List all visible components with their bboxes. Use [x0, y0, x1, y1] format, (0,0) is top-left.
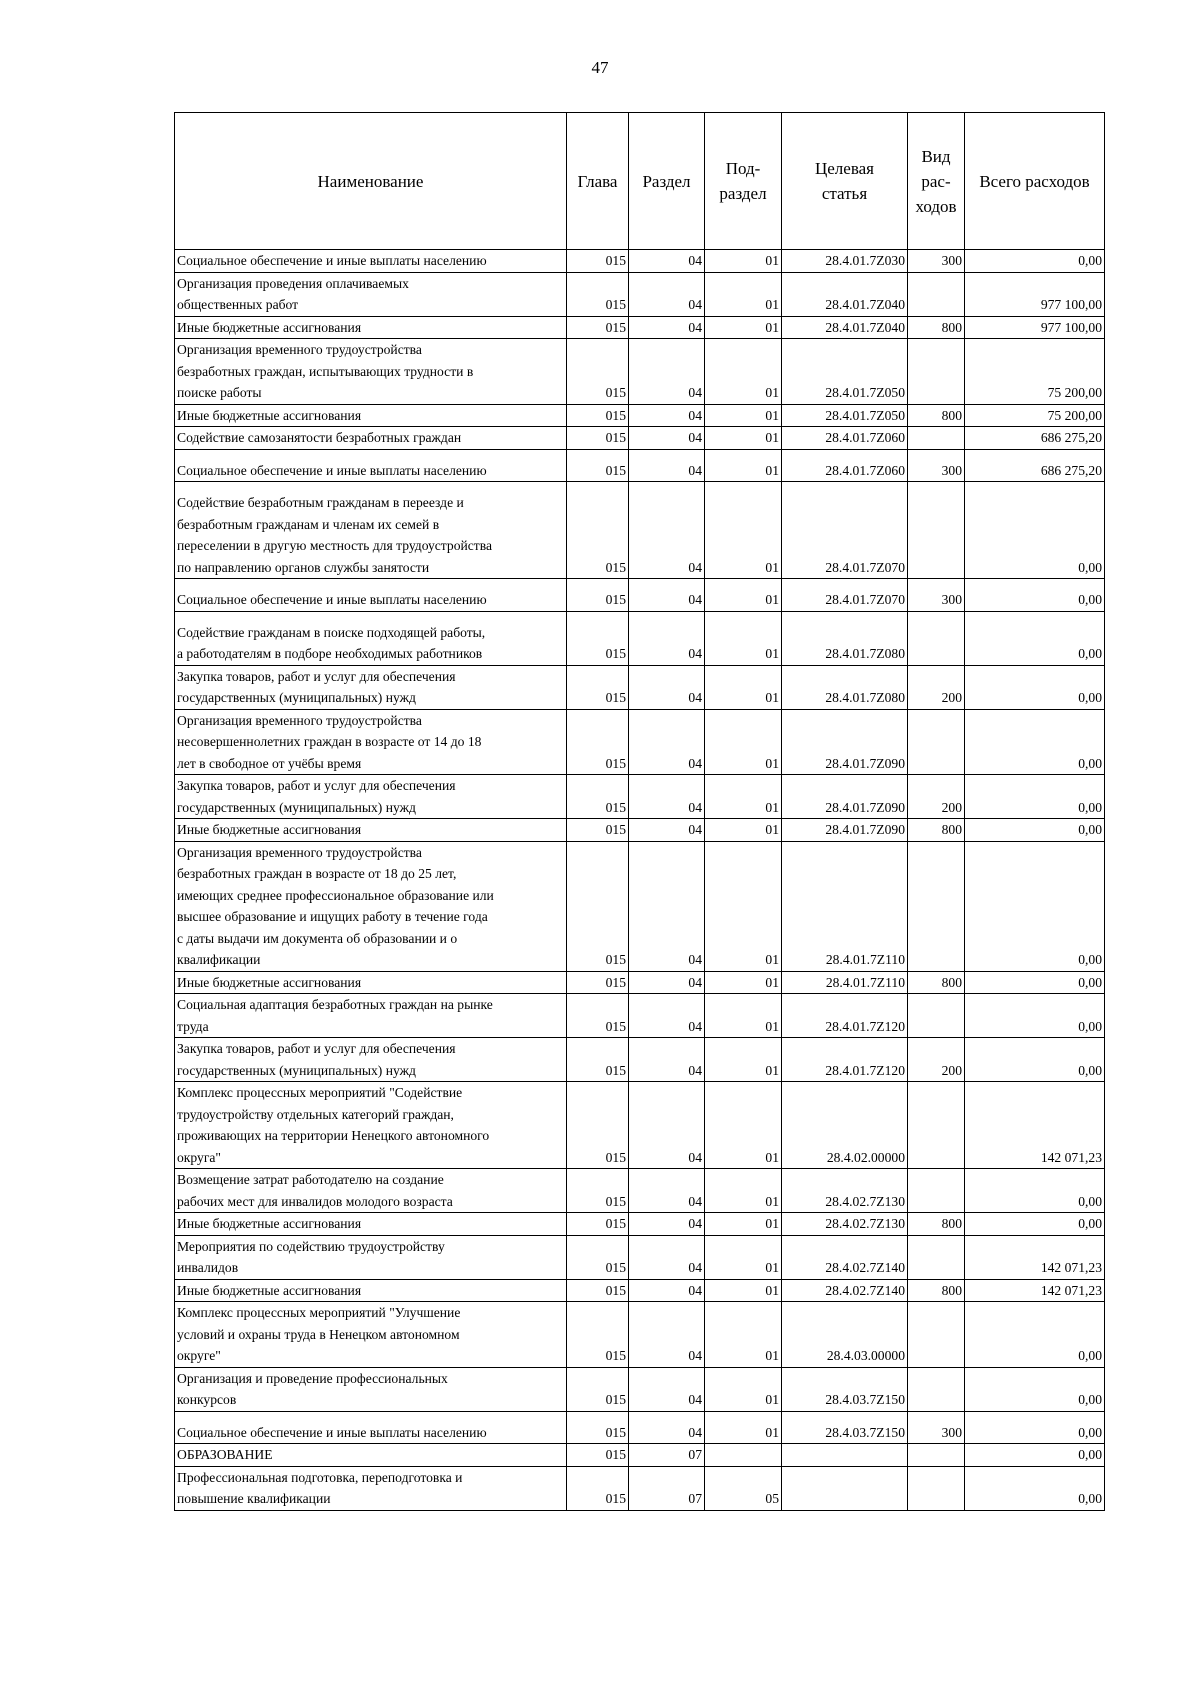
- cell-expense-type: [908, 1444, 965, 1467]
- cell-expense-type: 200: [908, 775, 965, 819]
- cell-section: 04: [629, 482, 705, 579]
- cell-expense-type: [908, 272, 965, 316]
- table-row: [175, 316, 1105, 339]
- cell-name: Закупка товаров, работ и услуг для обеспечения государственных (муниципальных) нужд: [175, 1038, 567, 1082]
- cell-subsection: 01: [705, 272, 782, 316]
- cell-expense-type: 300: [908, 449, 965, 482]
- cell-subsection: 01: [705, 427, 782, 450]
- table-row: [175, 1279, 1105, 1302]
- table-row: [175, 994, 1105, 1038]
- cell-section: 04: [629, 1169, 705, 1213]
- table-row: [175, 579, 1105, 612]
- cell-section: 04: [629, 1279, 705, 1302]
- cell-target-article: 28.4.01.7Z110: [782, 971, 908, 994]
- cell-total: 977 100,00: [965, 272, 1105, 316]
- cell-section: 04: [629, 1411, 705, 1444]
- cell-expense-type: 300: [908, 250, 965, 273]
- header-target-article: Целевая статья: [782, 113, 908, 250]
- cell-section: 04: [629, 449, 705, 482]
- cell-expense-type: 800: [908, 404, 965, 427]
- cell-target-article: 28.4.01.7Z050: [782, 404, 908, 427]
- cell-chapter: 015: [567, 339, 629, 405]
- cell-total: 142 071,23: [965, 1279, 1105, 1302]
- cell-expense-type: 200: [908, 1038, 965, 1082]
- cell-section: 04: [629, 971, 705, 994]
- cell-total: 0,00: [965, 1169, 1105, 1213]
- cell-total: 0,00: [965, 841, 1105, 971]
- cell-target-article: 28.4.01.7Z090: [782, 819, 908, 842]
- cell-target-article: 28.4.01.7Z050: [782, 339, 908, 405]
- cell-chapter: 015: [567, 1038, 629, 1082]
- cell-subsection: 01: [705, 994, 782, 1038]
- cell-subsection: 01: [705, 1082, 782, 1169]
- cell-target-article: 28.4.01.7Z070: [782, 482, 908, 579]
- cell-section: 04: [629, 1235, 705, 1279]
- cell-subsection: 01: [705, 316, 782, 339]
- cell-chapter: 015: [567, 841, 629, 971]
- header-section: Раздел: [629, 113, 705, 250]
- header-name: Наименование: [175, 113, 567, 250]
- cell-total: 0,00: [965, 1411, 1105, 1444]
- cell-chapter: 015: [567, 709, 629, 775]
- cell-total: 686 275,20: [965, 449, 1105, 482]
- cell-expense-type: [908, 709, 965, 775]
- cell-target-article: 28.4.01.7Z090: [782, 709, 908, 775]
- cell-expense-type: [908, 1367, 965, 1411]
- cell-name: Содействие гражданам в поиске подходящей работы, а работодателям в подборе необходимых работников: [175, 611, 567, 665]
- table-row: [175, 482, 1105, 579]
- cell-section: 04: [629, 427, 705, 450]
- cell-total: 0,00: [965, 1038, 1105, 1082]
- cell-chapter: 015: [567, 994, 629, 1038]
- cell-expense-type: [908, 994, 965, 1038]
- cell-subsection: 01: [705, 482, 782, 579]
- cell-name: Социальное обеспечение и иные выплаты населению: [175, 579, 567, 612]
- cell-total: 977 100,00: [965, 316, 1105, 339]
- cell-name: Иные бюджетные ассигнования: [175, 404, 567, 427]
- cell-target-article: 28.4.01.7Z040: [782, 272, 908, 316]
- cell-subsection: [705, 1444, 782, 1467]
- cell-total: 0,00: [965, 1367, 1105, 1411]
- cell-name: Содействие самозанятости безработных граждан: [175, 427, 567, 450]
- cell-target-article: 28.4.01.7Z120: [782, 994, 908, 1038]
- cell-subsection: 01: [705, 1302, 782, 1368]
- cell-chapter: 015: [567, 819, 629, 842]
- cell-section: 04: [629, 1302, 705, 1368]
- cell-chapter: 015: [567, 449, 629, 482]
- cell-chapter: 015: [567, 1082, 629, 1169]
- cell-total: 0,00: [965, 665, 1105, 709]
- cell-name: Содействие безработным гражданам в переезде и безработным гражданам и членам их семей в переселении в другую местность для трудоустройства по направлению органов службы занятости: [175, 482, 567, 579]
- cell-section: 04: [629, 775, 705, 819]
- cell-subsection: 01: [705, 819, 782, 842]
- cell-section: 07: [629, 1466, 705, 1510]
- cell-name: Закупка товаров, работ и услуг для обеспечения государственных (муниципальных) нужд: [175, 665, 567, 709]
- cell-total: 0,00: [965, 1213, 1105, 1236]
- table-row: [175, 819, 1105, 842]
- table-row: [175, 1302, 1105, 1368]
- cell-subsection: 01: [705, 841, 782, 971]
- page-number: 47: [591, 58, 609, 77]
- cell-chapter: 015: [567, 775, 629, 819]
- cell-subsection: 01: [705, 1367, 782, 1411]
- cell-expense-type: 200: [908, 665, 965, 709]
- cell-total: 0,00: [965, 579, 1105, 612]
- cell-section: 04: [629, 316, 705, 339]
- cell-target-article: 28.4.03.00000: [782, 1302, 908, 1368]
- cell-name: Организация временного трудоустройства безработных граждан, испытывающих трудности в поиске работы: [175, 339, 567, 405]
- cell-chapter: 015: [567, 1235, 629, 1279]
- table-row: [175, 1466, 1105, 1510]
- cell-total: 0,00: [965, 775, 1105, 819]
- cell-subsection: 01: [705, 1279, 782, 1302]
- cell-target-article: 28.4.03.7Z150: [782, 1367, 908, 1411]
- cell-subsection: 01: [705, 1235, 782, 1279]
- cell-section: 04: [629, 611, 705, 665]
- table-row: [175, 427, 1105, 450]
- cell-name: Иные бюджетные ассигнования: [175, 971, 567, 994]
- cell-section: 04: [629, 709, 705, 775]
- cell-total: 0,00: [965, 1444, 1105, 1467]
- cell-section: 04: [629, 579, 705, 612]
- table-row: [175, 404, 1105, 427]
- cell-subsection: 01: [705, 449, 782, 482]
- cell-target-article: 28.4.01.7Z030: [782, 250, 908, 273]
- cell-expense-type: [908, 841, 965, 971]
- cell-name: Организация проведения оплачиваемых общественных работ: [175, 272, 567, 316]
- cell-expense-type: 300: [908, 579, 965, 612]
- cell-subsection: 01: [705, 1411, 782, 1444]
- cell-name: Социальное обеспечение и иные выплаты населению: [175, 1411, 567, 1444]
- cell-section: 04: [629, 404, 705, 427]
- budget-table: [174, 112, 1105, 1511]
- table-row: [175, 1213, 1105, 1236]
- cell-subsection: 01: [705, 709, 782, 775]
- cell-target-article: [782, 1466, 908, 1510]
- cell-total: 142 071,23: [965, 1082, 1105, 1169]
- cell-name: Иные бюджетные ассигнования: [175, 819, 567, 842]
- cell-chapter: 015: [567, 272, 629, 316]
- table-row: [175, 1082, 1105, 1169]
- cell-name: Социальное обеспечение и иные выплаты населению: [175, 250, 567, 273]
- cell-target-article: 28.4.01.7Z080: [782, 611, 908, 665]
- table-row: [175, 1169, 1105, 1213]
- cell-expense-type: 800: [908, 1213, 965, 1236]
- cell-name: Организация временного трудоустройства безработных граждан в возрасте от 18 до 25 лет, имеющих среднее профессиональное образование или высшее образование и ищущих работу в течение года с даты выдачи им документа об образовании и о квалификации: [175, 841, 567, 971]
- cell-subsection: 01: [705, 1169, 782, 1213]
- cell-section: 04: [629, 1038, 705, 1082]
- cell-chapter: 015: [567, 1466, 629, 1510]
- cell-expense-type: [908, 482, 965, 579]
- cell-subsection: 01: [705, 775, 782, 819]
- cell-expense-type: 800: [908, 1279, 965, 1302]
- cell-expense-type: [908, 1169, 965, 1213]
- cell-chapter: 015: [567, 427, 629, 450]
- header-subsection: Под- раздел: [705, 113, 782, 250]
- cell-section: 04: [629, 665, 705, 709]
- cell-section: 04: [629, 841, 705, 971]
- cell-section: 04: [629, 1367, 705, 1411]
- cell-name: Организация временного трудоустройства несовершеннолетних граждан в возрасте от 14 до 18 лет в свободное от учёбы время: [175, 709, 567, 775]
- cell-subsection: 01: [705, 250, 782, 273]
- cell-target-article: 28.4.01.7Z070: [782, 579, 908, 612]
- cell-target-article: 28.4.01.7Z120: [782, 1038, 908, 1082]
- cell-target-article: 28.4.01.7Z110: [782, 841, 908, 971]
- cell-subsection: 01: [705, 404, 782, 427]
- cell-expense-type: [908, 1302, 965, 1368]
- table-row: [175, 1411, 1105, 1444]
- cell-subsection: 01: [705, 611, 782, 665]
- cell-section: 04: [629, 272, 705, 316]
- table-row: [175, 1235, 1105, 1279]
- table-row: [175, 841, 1105, 971]
- cell-expense-type: 800: [908, 971, 965, 994]
- cell-chapter: 015: [567, 1169, 629, 1213]
- table-row: [175, 709, 1105, 775]
- cell-chapter: 015: [567, 250, 629, 273]
- cell-section: 04: [629, 994, 705, 1038]
- table-row: [175, 449, 1105, 482]
- cell-name: ОБРАЗОВАНИЕ: [175, 1444, 567, 1467]
- cell-name: Социальная адаптация безработных граждан на рынке труда: [175, 994, 567, 1038]
- table-row: [175, 1038, 1105, 1082]
- cell-target-article: 28.4.01.7Z060: [782, 449, 908, 482]
- cell-total: 0,00: [965, 1302, 1105, 1368]
- cell-total: 142 071,23: [965, 1235, 1105, 1279]
- cell-target-article: 28.4.01.7Z080: [782, 665, 908, 709]
- cell-name: Профессиональная подготовка, переподготовка и повышение квалификации: [175, 1466, 567, 1510]
- cell-expense-type: 300: [908, 1411, 965, 1444]
- cell-subsection: 01: [705, 1038, 782, 1082]
- cell-target-article: 28.4.02.00000: [782, 1082, 908, 1169]
- table-row: [175, 775, 1105, 819]
- table-body: [175, 250, 1105, 1511]
- cell-total: 0,00: [965, 971, 1105, 994]
- cell-name: Социальное обеспечение и иные выплаты населению: [175, 449, 567, 482]
- table-row: [175, 272, 1105, 316]
- cell-chapter: 015: [567, 665, 629, 709]
- cell-total: 0,00: [965, 611, 1105, 665]
- cell-subsection: 01: [705, 971, 782, 994]
- cell-chapter: 015: [567, 971, 629, 994]
- cell-section: 04: [629, 1082, 705, 1169]
- cell-subsection: 05: [705, 1466, 782, 1510]
- cell-name: Комплекс процессных мероприятий "Содействие трудоустройству отдельных категорий граждан, проживающих на территории Ненецкого автономного округа": [175, 1082, 567, 1169]
- table-row: [175, 250, 1105, 273]
- cell-name: Возмещение затрат работодателю на создание рабочих мест для инвалидов молодого возраста: [175, 1169, 567, 1213]
- table-row: [175, 1367, 1105, 1411]
- cell-total: 75 200,00: [965, 404, 1105, 427]
- cell-name: Закупка товаров, работ и услуг для обеспечения государственных (муниципальных) нужд: [175, 775, 567, 819]
- cell-chapter: 015: [567, 316, 629, 339]
- cell-name: Комплекс процессных мероприятий "Улучшение условий и охраны труда в Ненецком автономном округе": [175, 1302, 567, 1368]
- table-row: [175, 611, 1105, 665]
- cell-section: 04: [629, 819, 705, 842]
- cell-total: 0,00: [965, 994, 1105, 1038]
- cell-chapter: 015: [567, 1367, 629, 1411]
- cell-total: 0,00: [965, 250, 1105, 273]
- cell-target-article: 28.4.01.7Z090: [782, 775, 908, 819]
- cell-section: 04: [629, 1213, 705, 1236]
- cell-chapter: 015: [567, 579, 629, 612]
- cell-chapter: 015: [567, 611, 629, 665]
- cell-chapter: 015: [567, 482, 629, 579]
- cell-chapter: 015: [567, 1213, 629, 1236]
- cell-total: 686 275,20: [965, 427, 1105, 450]
- cell-subsection: 01: [705, 339, 782, 405]
- cell-total: 0,00: [965, 482, 1105, 579]
- cell-chapter: 015: [567, 404, 629, 427]
- header-total: Всего расходов: [965, 113, 1105, 250]
- table-header-row: [175, 113, 1105, 250]
- cell-target-article: 28.4.03.7Z150: [782, 1411, 908, 1444]
- cell-expense-type: 800: [908, 316, 965, 339]
- cell-expense-type: [908, 611, 965, 665]
- cell-name: Иные бюджетные ассигнования: [175, 1213, 567, 1236]
- cell-chapter: 015: [567, 1279, 629, 1302]
- cell-expense-type: [908, 339, 965, 405]
- cell-chapter: 015: [567, 1411, 629, 1444]
- table-row: [175, 971, 1105, 994]
- cell-name: Иные бюджетные ассигнования: [175, 316, 567, 339]
- table-row: [175, 339, 1105, 405]
- cell-target-article: [782, 1444, 908, 1467]
- cell-total: 0,00: [965, 1466, 1105, 1510]
- cell-expense-type: [908, 1235, 965, 1279]
- cell-total: 75 200,00: [965, 339, 1105, 405]
- header-chapter: Глава: [567, 113, 629, 250]
- cell-target-article: 28.4.01.7Z040: [782, 316, 908, 339]
- cell-target-article: 28.4.02.7Z130: [782, 1213, 908, 1236]
- cell-total: 0,00: [965, 709, 1105, 775]
- cell-chapter: 015: [567, 1302, 629, 1368]
- cell-section: 07: [629, 1444, 705, 1467]
- header-expense-type: Вид рас- ходов: [908, 113, 965, 250]
- cell-subsection: 01: [705, 1213, 782, 1236]
- cell-expense-type: 800: [908, 819, 965, 842]
- cell-expense-type: [908, 1466, 965, 1510]
- cell-total: 0,00: [965, 819, 1105, 842]
- cell-chapter: 015: [567, 1444, 629, 1467]
- cell-target-article: 28.4.02.7Z140: [782, 1279, 908, 1302]
- table-row: [175, 1444, 1105, 1467]
- cell-section: 04: [629, 250, 705, 273]
- cell-name: Организация и проведение профессиональных конкурсов: [175, 1367, 567, 1411]
- cell-target-article: 28.4.01.7Z060: [782, 427, 908, 450]
- cell-target-article: 28.4.02.7Z140: [782, 1235, 908, 1279]
- cell-target-article: 28.4.02.7Z130: [782, 1169, 908, 1213]
- cell-subsection: 01: [705, 579, 782, 612]
- cell-name: Мероприятия по содействию трудоустройству инвалидов: [175, 1235, 567, 1279]
- cell-subsection: 01: [705, 665, 782, 709]
- cell-expense-type: [908, 1082, 965, 1169]
- cell-name: Иные бюджетные ассигнования: [175, 1279, 567, 1302]
- cell-expense-type: [908, 427, 965, 450]
- cell-section: 04: [629, 339, 705, 405]
- table-row: [175, 665, 1105, 709]
